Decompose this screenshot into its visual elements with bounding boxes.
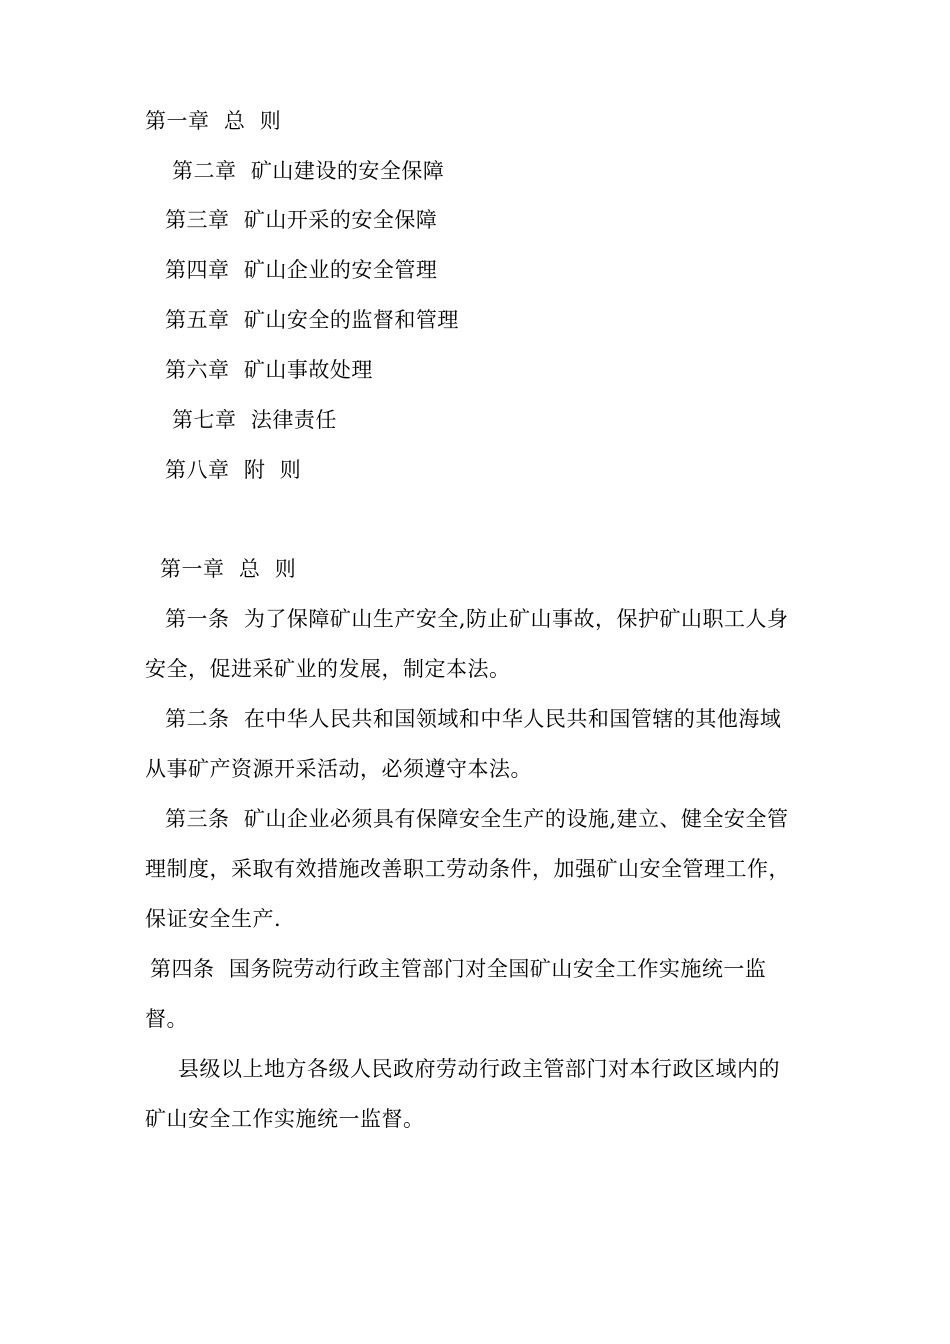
toc-item-chapter-7: 第七章 法律责任	[172, 408, 337, 432]
article-2-line-2: 从事矿产资源开采活动，必须遵守本法。	[145, 757, 532, 781]
article-2-line-1: 第二条 在中华人民共和国领域和中华人民共和国管辖的其他海域	[165, 707, 782, 731]
toc-item-chapter-3: 第三章 矿山开采的安全保障	[165, 208, 438, 232]
article-4-line-1: 第四条 国务院劳动行政主管部门对全国矿山安全工作实施统一监	[150, 957, 767, 981]
toc-item-chapter-5: 第五章 矿山安全的监督和管理	[165, 308, 459, 332]
toc-item-chapter-8: 第八章 附 则	[165, 458, 302, 482]
article-4-para-2-line-2: 矿山安全工作实施统一监督。	[145, 1107, 425, 1131]
article-4-line-2: 督。	[145, 1007, 188, 1031]
chapter-heading: 第一章 总 则	[160, 557, 297, 581]
toc-item-chapter-4: 第四章 矿山企业的安全管理	[165, 258, 438, 282]
article-4-para-2-line-1: 县级以上地方各级人民政府劳动行政主管部门对本行政区域内的	[178, 1057, 780, 1081]
article-1-line-2: 安全，促进采矿业的发展，制定本法。	[145, 657, 511, 681]
article-3-line-1: 第三条 矿山企业必须具有保障安全生产的设施,建立、健全安全管	[165, 807, 789, 831]
toc-item-chapter-6: 第六章 矿山事故处理	[165, 358, 373, 382]
article-3-line-2: 理制度，采取有效措施改善职工劳动条件，加强矿山安全管理工作，	[145, 857, 790, 881]
toc-item-chapter-2: 第二章 矿山建设的安全保障	[172, 159, 445, 183]
toc-item-chapter-1: 第一章 总 则	[145, 109, 282, 133]
article-3-line-3: 保证安全生产.	[145, 907, 282, 931]
article-1-line-1: 第一条 为了保障矿山生产安全,防止矿山事故，保护矿山职工人身	[165, 607, 789, 631]
